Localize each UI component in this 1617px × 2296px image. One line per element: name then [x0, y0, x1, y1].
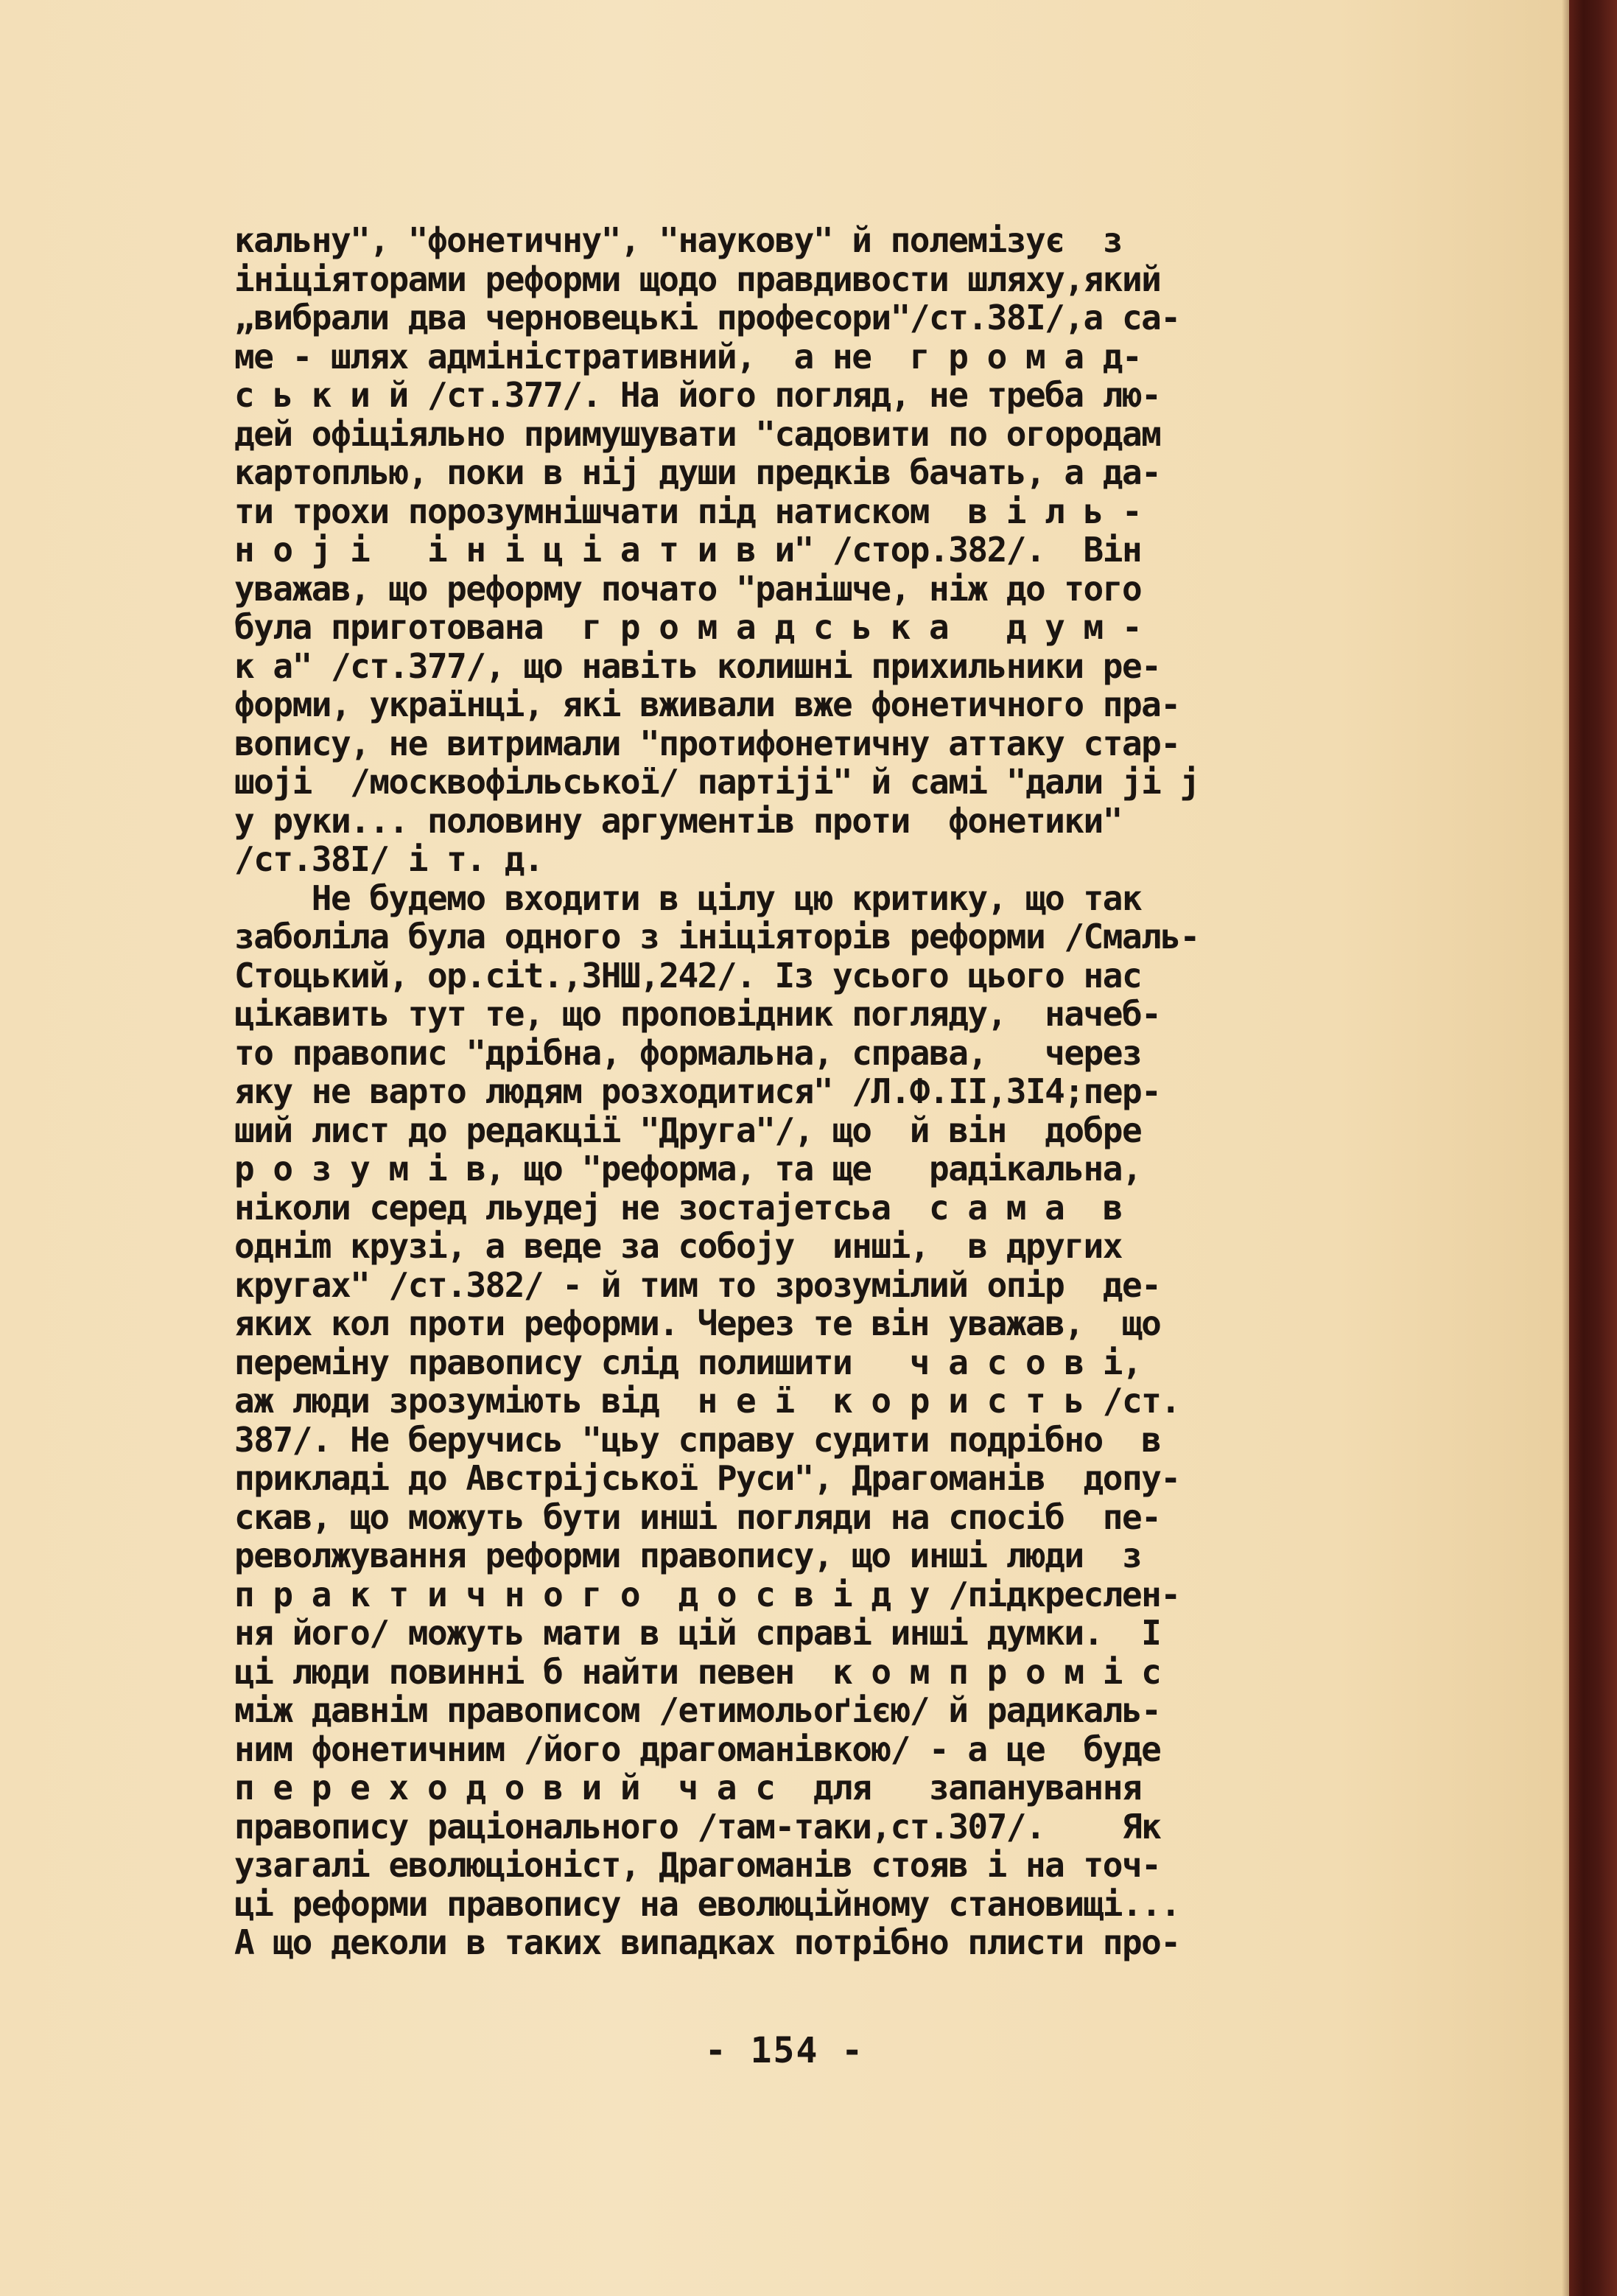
- text-line: прикладі до Австріјської Руси", Драгоманів допу-: [234, 1458, 1180, 1498]
- book-binding: [1569, 0, 1617, 2296]
- typewritten-text-block: [234, 221, 1457, 1962]
- text-line: ня його/ можуть мати в цій справі инші думки. І: [234, 1613, 1161, 1653]
- text-line: скав, що можуть бути инші погляди на спосіб пе-: [234, 1497, 1161, 1537]
- text-line: у руки... половину аргументів проти фонетики": [234, 800, 1122, 841]
- text-line: ший лист до редакції "Друга"/, що й він добре: [234, 1110, 1142, 1150]
- text-line: ним фонетичним /його драгоманівкою/ - а це буде: [234, 1729, 1161, 1769]
- text-line: ці люди повинні б найти певен к о м п р о м і с: [234, 1651, 1161, 1692]
- text-line: правопису раціонального /там-таки,ст.307/. Як: [234, 1806, 1161, 1847]
- text-line: між давнім правописом /етимольоґією/ й радикаль-: [234, 1690, 1161, 1730]
- text-line: то правопис "дрібна, формальна, справа, через: [234, 1032, 1142, 1073]
- text-line: Стоцький, op.cit.,ЗНШ,242/. Із усього цього нас: [234, 955, 1142, 995]
- text-line: п е р е х о д о в и й ч а с для запанування: [234, 1768, 1142, 1807]
- text-line: вопису, не витримали "протифонетичну аттаку стар-: [234, 723, 1180, 763]
- page-number: - 154 -: [704, 2030, 865, 2071]
- text-line: цікавить тут те, що проповідник погляду, начеб-: [234, 994, 1161, 1034]
- text-line: уважав, що реформу почато "ранішче, ніж до того: [234, 568, 1142, 609]
- text-line: ме - шлях адміністративний, а не г р о м а д-: [234, 336, 1142, 377]
- text-line: „вибрали два черновецькі професори"/ст.38I/,а са-: [234, 298, 1180, 337]
- text-line: к а" /ст.377/, що навіть колишні прихильники ре-: [234, 645, 1161, 686]
- text-line: була приготована г р о м а д с ь к а д у м -: [234, 607, 1142, 647]
- text-line: шојі /москвофільської/ партіјі" й самі "дали јі ј: [234, 762, 1199, 802]
- text-line: п р а к т и ч н о г о д о с в і д у /підкреслен-: [234, 1574, 1180, 1614]
- text-line: ці реформи правопису на еволюційному становищі...: [234, 1883, 1180, 1924]
- text-line: р о з у м і в, що "реформа, та ще радікальна,: [234, 1149, 1142, 1189]
- text-line: ти трохи порозумнішчати під натиском в і л ь -: [234, 491, 1142, 531]
- text-line: яку не варто людям розходитися" /Л.Ф.II,3I4;пер-: [234, 1071, 1161, 1111]
- text-line: кальну", "фонетичну", "наукову" й полемізує з: [234, 220, 1122, 260]
- text-line: н о ј і і н і ц і а т и в и" /стор.382/. Він: [234, 530, 1142, 570]
- text-line: ніколи серед льудеј не зостајетсьа с а м а в: [234, 1187, 1122, 1228]
- text-line: ініціяторами реформи щодо правдивости шляху,який: [234, 259, 1161, 299]
- text-line: кругах" /ст.382/ - й тим то зрозумілий опір де-: [234, 1264, 1161, 1305]
- text-line: дей офіціяльно примушувати "садовити по огородам: [234, 413, 1161, 454]
- text-line: 387/. Не беручись "цьу справу судити подрібно в: [234, 1419, 1161, 1460]
- text-line: /ст.38I/ і т. д.: [234, 839, 544, 879]
- text-line: револжування реформи правопису, що инші люди з: [234, 1536, 1142, 1575]
- page-edge-shadow: [1562, 0, 1569, 2296]
- text-line: переміну правопису слід полишити ч а с о в і,: [234, 1342, 1142, 1382]
- text-line: Не будемо входити в цілу цю критику, що так: [234, 878, 1142, 918]
- text-line: с ь к и й /ст.377/. На його погляд, не треба лю-: [234, 375, 1161, 415]
- text-line: одніm крузі, а веде за собоју инші, в других: [234, 1226, 1122, 1266]
- text-line: заболіла була одного з ініціяторів реформи /Смаль-: [234, 917, 1199, 956]
- text-line: аж люди зрозуміють від н е ї к о р и с т ь /ст.: [234, 1381, 1180, 1421]
- text-line: яких кол проти реформи. Через те він уважав, що: [234, 1303, 1161, 1343]
- text-line: А що деколи в таких випадках потрібно плисти про-: [234, 1922, 1180, 1962]
- text-line: форми, українці, які вживали вже фонетичного пра-: [234, 685, 1180, 724]
- text-line: картоплью, поки в ніј души предків бачать, а да-: [234, 452, 1161, 492]
- text-line: узагалі еволюціоніст, Драгоманів стояв і на точ-: [234, 1845, 1161, 1885]
